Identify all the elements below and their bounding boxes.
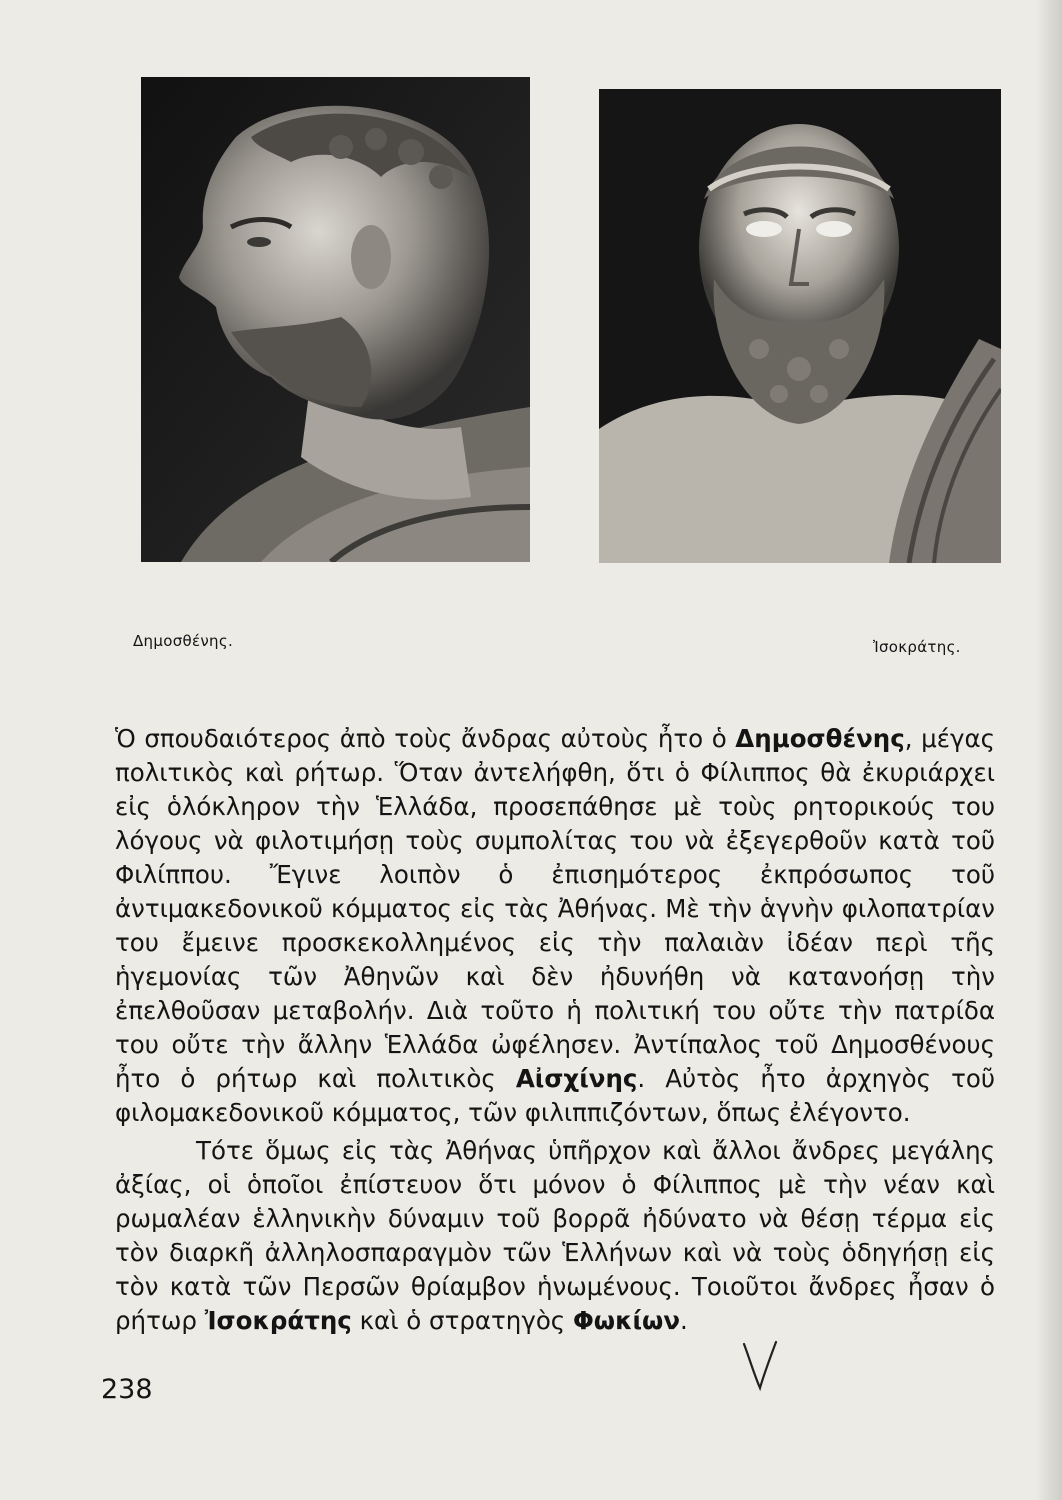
caption-isocrates: Ἰσοκράτης. (873, 638, 961, 656)
article-body (115, 722, 995, 1338)
name-aeschines: Αἰσχίνης (515, 1064, 638, 1093)
demosthenes-bust-photo (141, 77, 530, 562)
page-edge-shadow (1036, 0, 1062, 1500)
name-demosthenes: Δημοσθένης (735, 724, 905, 753)
paragraph-2: Τότε ὅμως εἰς τὰς Ἀθήνας ὑπῆρχον καὶ ἄλλοι ἄνδρες μεγάλης ἀξίας, οἱ ὁποῖοι ἐπίστευον ὅτι μόνον ὁ Φίλιππος μὲ τὴν νέαν καὶ ρωμαλέαν ἑλληνικὴν δύναμιν τοῦ βορρᾶ ἠδύνατο νὰ θέσῃ τέρμα εἰς τὸν διαρκῆ ἀλληλοσπαραγμὸν τῶν Ἑλλήνων καὶ νὰ τοὺς ὁδηγήσῃ εἰς τὸν κατὰ τῶν Περσῶν θρίαμβον ἡνωμένους. Τοιοῦτοι ἄνδρες ἦσαν ὁ ρήτωρ Ἰσοκράτης καὶ ὁ στρατηγὸς Φωκίων. (115, 1136, 995, 1335)
caption-demosthenes: Δημοσθένης. (133, 632, 234, 650)
name-isocrates: Ἰσοκράτης (204, 1306, 352, 1335)
isocrates-bust-photo (599, 89, 1001, 563)
paragraph-1: Ὁ σπουδαιότερος ἀπὸ τοὺς ἄνδρας αὐτοὺς ἦτο ὁ Δημοσθένης, μέγας πολιτικὸς καὶ ρήτωρ. Ὅταν ἀντελήφθη, ὅτι ὁ Φίλιππος θὰ ἐκυριάρχει εἰς ὁλόκληρον τὴν Ἑλλάδα, προσεπάθησε μὲ τοὺς ρητορικούς του λόγους νὰ φιλοτιμήσῃ τοὺς συμπολίτας του νὰ ἐξεγερθοῦν κατὰ τοῦ Φιλίππου. Ἔγινε λοιπὸν ὁ ἐπισημότερος ἐκπρόσωπος τοῦ ἀντιμακεδονικοῦ κόμματος εἰς τὰς Ἀθήνας. Μὲ τὴν ἁγνὴν φιλοπατρίαν του ἔμεινε προσκεκολλημένος εἰς τὴν παλαιὰν ἰδέαν περὶ τῆς ἡγεμονίας τῶν Ἀθηνῶν καὶ δὲν ἠδυνήθη νὰ κατανοήσῃ τὴν ἐπελθοῦσαν μεταβολήν. Διὰ τοῦτο ἡ πολιτική του οὔτε τὴν πατρίδα του οὔτε τὴν ἄλλην Ἑλλάδα ὠφέλησεν. Ἀντίπαλος τοῦ Δημοσθένους ἦτο ὁ ρήτωρ καὶ πολιτικὸς Αἰσχίνης. Αὐτὸς ἦτο ἀρχηγὸς τοῦ φιλομακεδονικοῦ κόμματος, τῶν φιλιππιζόντων, ὅπως ἐλέγοντο. (115, 724, 996, 1127)
handwritten-check-mark-icon (740, 1338, 780, 1394)
name-phocion: Φωκίων (572, 1306, 681, 1335)
page-number: 238 (101, 1374, 153, 1405)
